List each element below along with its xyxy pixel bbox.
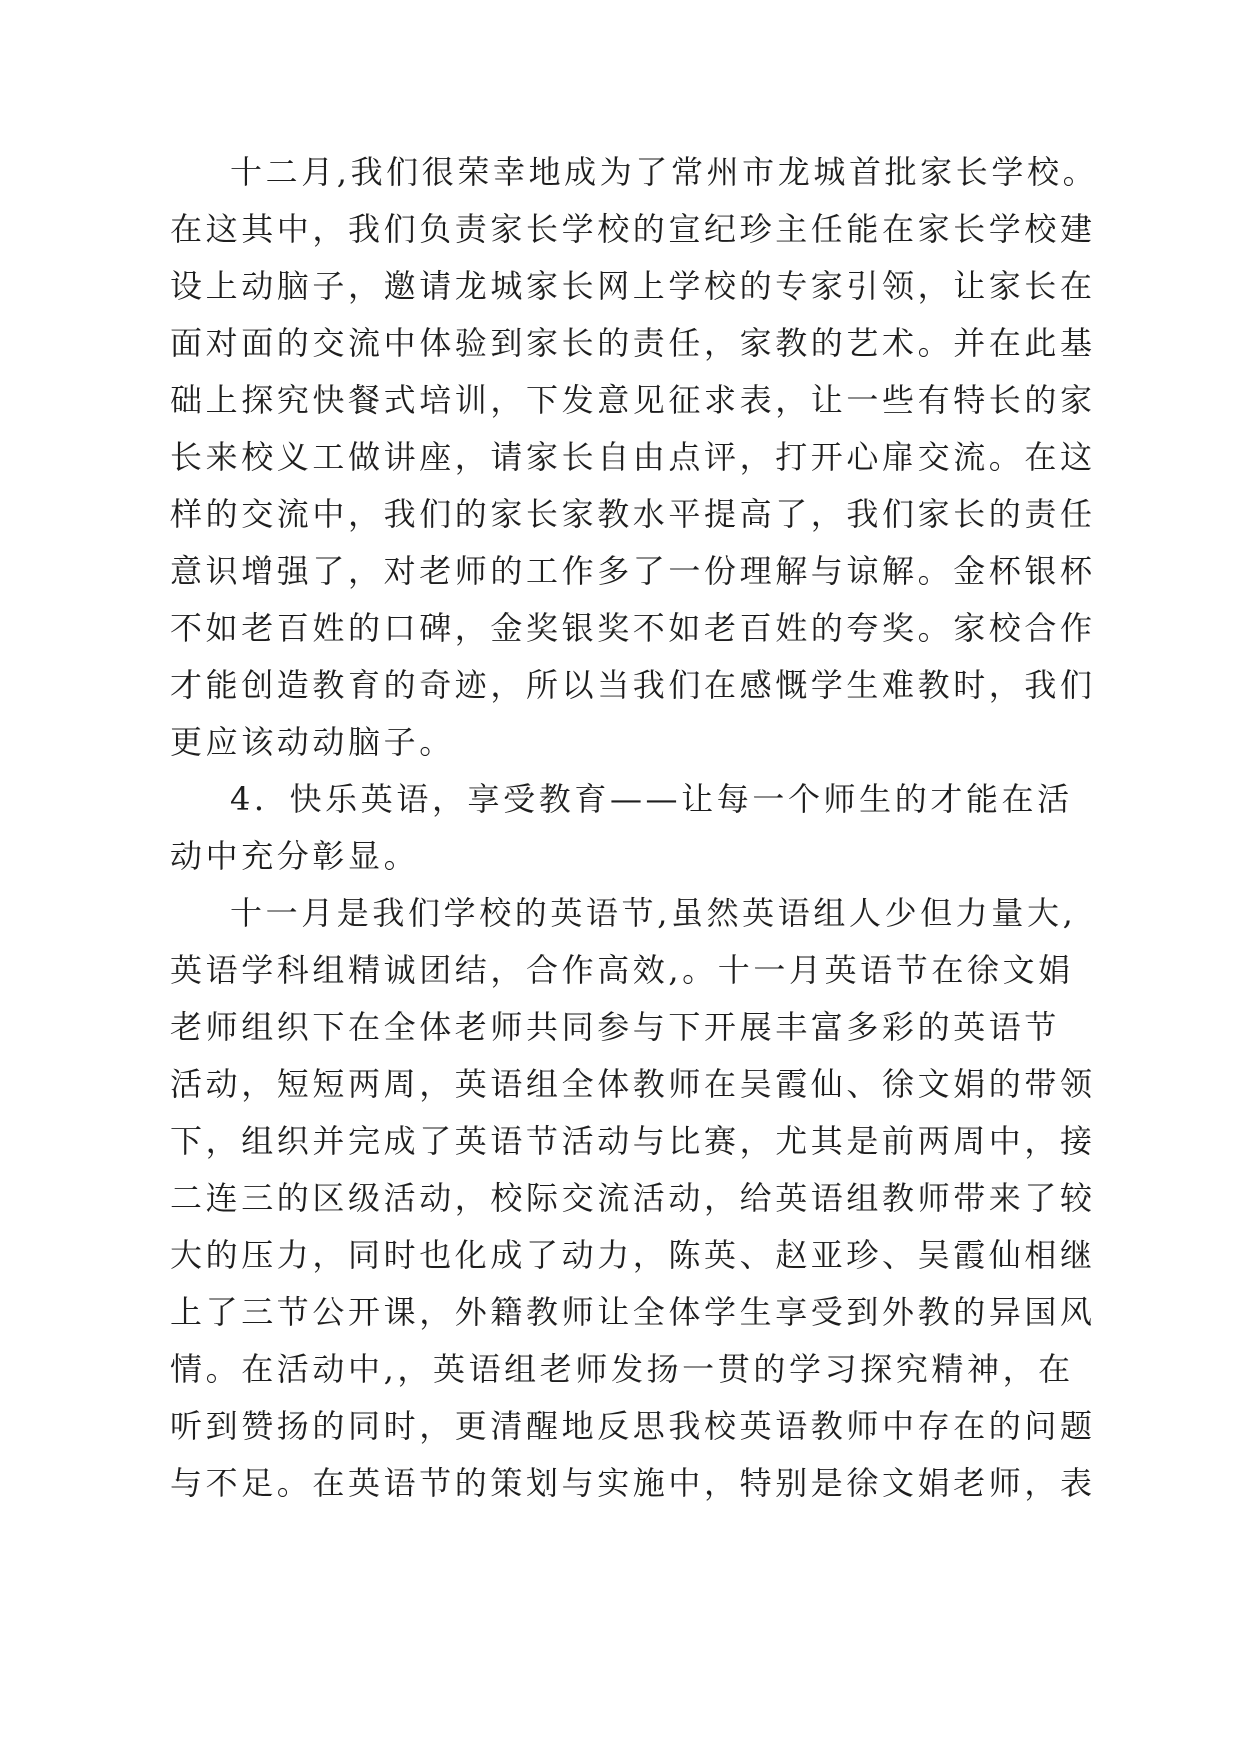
text-line: 面对面的交流中体验到家长的责任，家教的艺术。并在此基 <box>170 324 1096 362</box>
text-line: 设上动脑子，邀请龙城家长网上学校的专家引领，让家长在 <box>170 267 1096 305</box>
text-line: 大的压力，同时也化成了动力，陈英、赵亚珍、吴霞仙相继 <box>170 1236 1096 1274</box>
text-line: 老师组织下在全体老师共同参与下开展丰富多彩的英语节 <box>170 1008 1061 1046</box>
text-line: 础上探究快餐式培训，下发意见征求表，让一些有特长的家 <box>170 381 1096 419</box>
text-line: 意识增强了，对老师的工作多了一份理解与谅解。金杯银杯 <box>170 552 1096 590</box>
text-line: 在这其中，我们负责家长学校的宣纪珍主任能在家长学校建 <box>170 210 1096 248</box>
text-line: 上了三节公开课，外籍教师让全体学生享受到外教的异国风 <box>170 1293 1096 1331</box>
text-line: 十一月是我们学校的英语节,虽然英语组人少但力量大, <box>230 894 1077 932</box>
text-line: 4．快乐英语，享受教育——让每一个师生的才能在活 <box>230 780 1073 818</box>
text-line: 情。在活动中,，英语组老师发扬一贯的学习探究精神，在 <box>170 1350 1074 1388</box>
text-line: 活动，短短两周，英语组全体教师在吴霞仙、徐文娟的带领 <box>170 1065 1096 1103</box>
text-line: 样的交流中，我们的家长家教水平提高了，我们家长的责任 <box>170 495 1096 533</box>
text-line: 长来校义工做讲座，请家长自由点评，打开心扉交流。在这 <box>170 438 1096 476</box>
text-line: 动中充分彰显。 <box>170 837 420 875</box>
text-line: 英语学科组精诚团结，合作高效,。十一月英语节在徐文娟 <box>170 951 1074 989</box>
text-line: 下，组织并完成了英语节活动与比赛，尤其是前两周中，接 <box>170 1122 1096 1160</box>
text-line: 听到赞扬的同时，更清醒地反思我校英语教师中存在的问题 <box>170 1407 1096 1445</box>
text-line: 十二月,我们很荣幸地成为了常州市龙城首批家长学校。 <box>230 153 1099 191</box>
text-line: 不如老百姓的口碑，金奖银奖不如老百姓的夸奖。家校合作 <box>170 609 1096 647</box>
text-line: 二连三的区级活动，校际交流活动，给英语组教师带来了较 <box>170 1179 1096 1217</box>
text-line: 更应该动动脑子。 <box>170 723 455 761</box>
text-line: 才能创造教育的奇迹，所以当我们在感慨学生难教时，我们 <box>170 666 1096 704</box>
text-line: 与不足。在英语节的策划与实施中，特别是徐文娟老师，表 <box>170 1464 1096 1502</box>
